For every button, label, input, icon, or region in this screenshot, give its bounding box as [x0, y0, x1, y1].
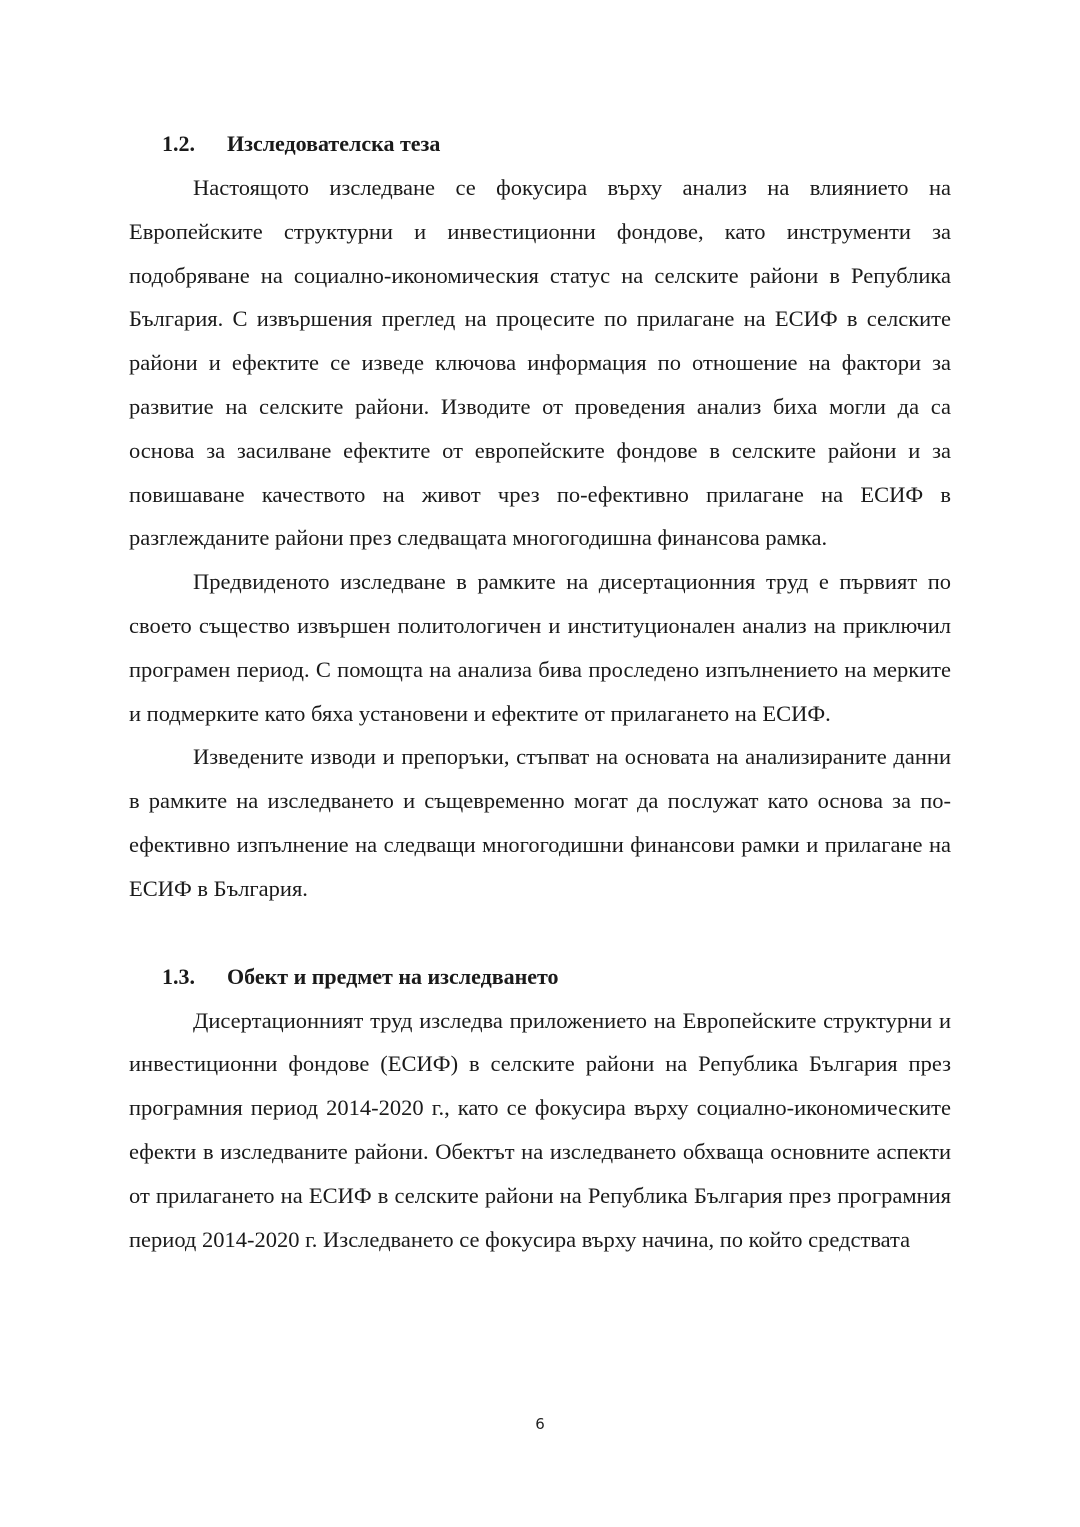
page-body	[129, 122, 951, 1261]
section-heading-1-2	[129, 122, 951, 166]
section-heading-1-3	[129, 955, 951, 999]
page-number: 6	[535, 1415, 545, 1433]
section-spacer	[129, 911, 951, 955]
paragraph: Предвиденото изследване в рамките на дисертационния труд е първият по своето същество извършен политологичен и институционален анализ на приключил програмен период. С помощта на анализа бива проследено изпълнението на мерките и подмерките като бяха установени и ефектите от прилагането на ЕСИФ.	[129, 569, 951, 726]
paragraph: Дисертационният труд изследва приложението на Европейските структурни и инвестиционни фондове (ЕСИФ) в селските райони на Република България през програмния период 2014-2020 г., като се фокусира върху социално-икономическите ефекти в изследваните райони. Обектът на изследването обхваща основните аспекти от прилагането на ЕСИФ в селските райони на Република България през програмния период 2014-2020 г. Изследването се фокусира върху начина, по който средствата	[129, 1007, 951, 1252]
paragraph: Настоящото изследване се фокусира върху анализ на влиянието на Европейските структурни и инвестиционни фондове, като инструменти за подобряване на социално-икономическия статус на селските райони в Република България. С извършения преглед на процесите по прилагане на ЕСИФ в селските райони и ефектите се изведе ключова информация по отношение на фактори за развитие на селските райони. Изводите от проведения анализ биха могли да са основа за засилване ефектите от европейските фондове в селските райони и за повишаване качеството на живот чрез по-ефективно прилагане на ЕСИФ в разглежданите райони през следващата многогодишна финансова рамка.	[129, 175, 951, 551]
section-number: 1.2.	[162, 131, 195, 156]
section-title: Обект и предмет на изследването	[227, 963, 559, 989]
section-number: 1.3.	[162, 963, 195, 989]
section-title: Изследователска теза	[227, 131, 441, 156]
paragraph: Изведените изводи и препоръки, стъпват на основата на анализираните данни в рамките на изследването и същевременно могат да послужат като основа за по-ефективно изпълнение на следващи многогодишни финансови рамки и прилагане на ЕСИФ в България.	[129, 744, 951, 901]
